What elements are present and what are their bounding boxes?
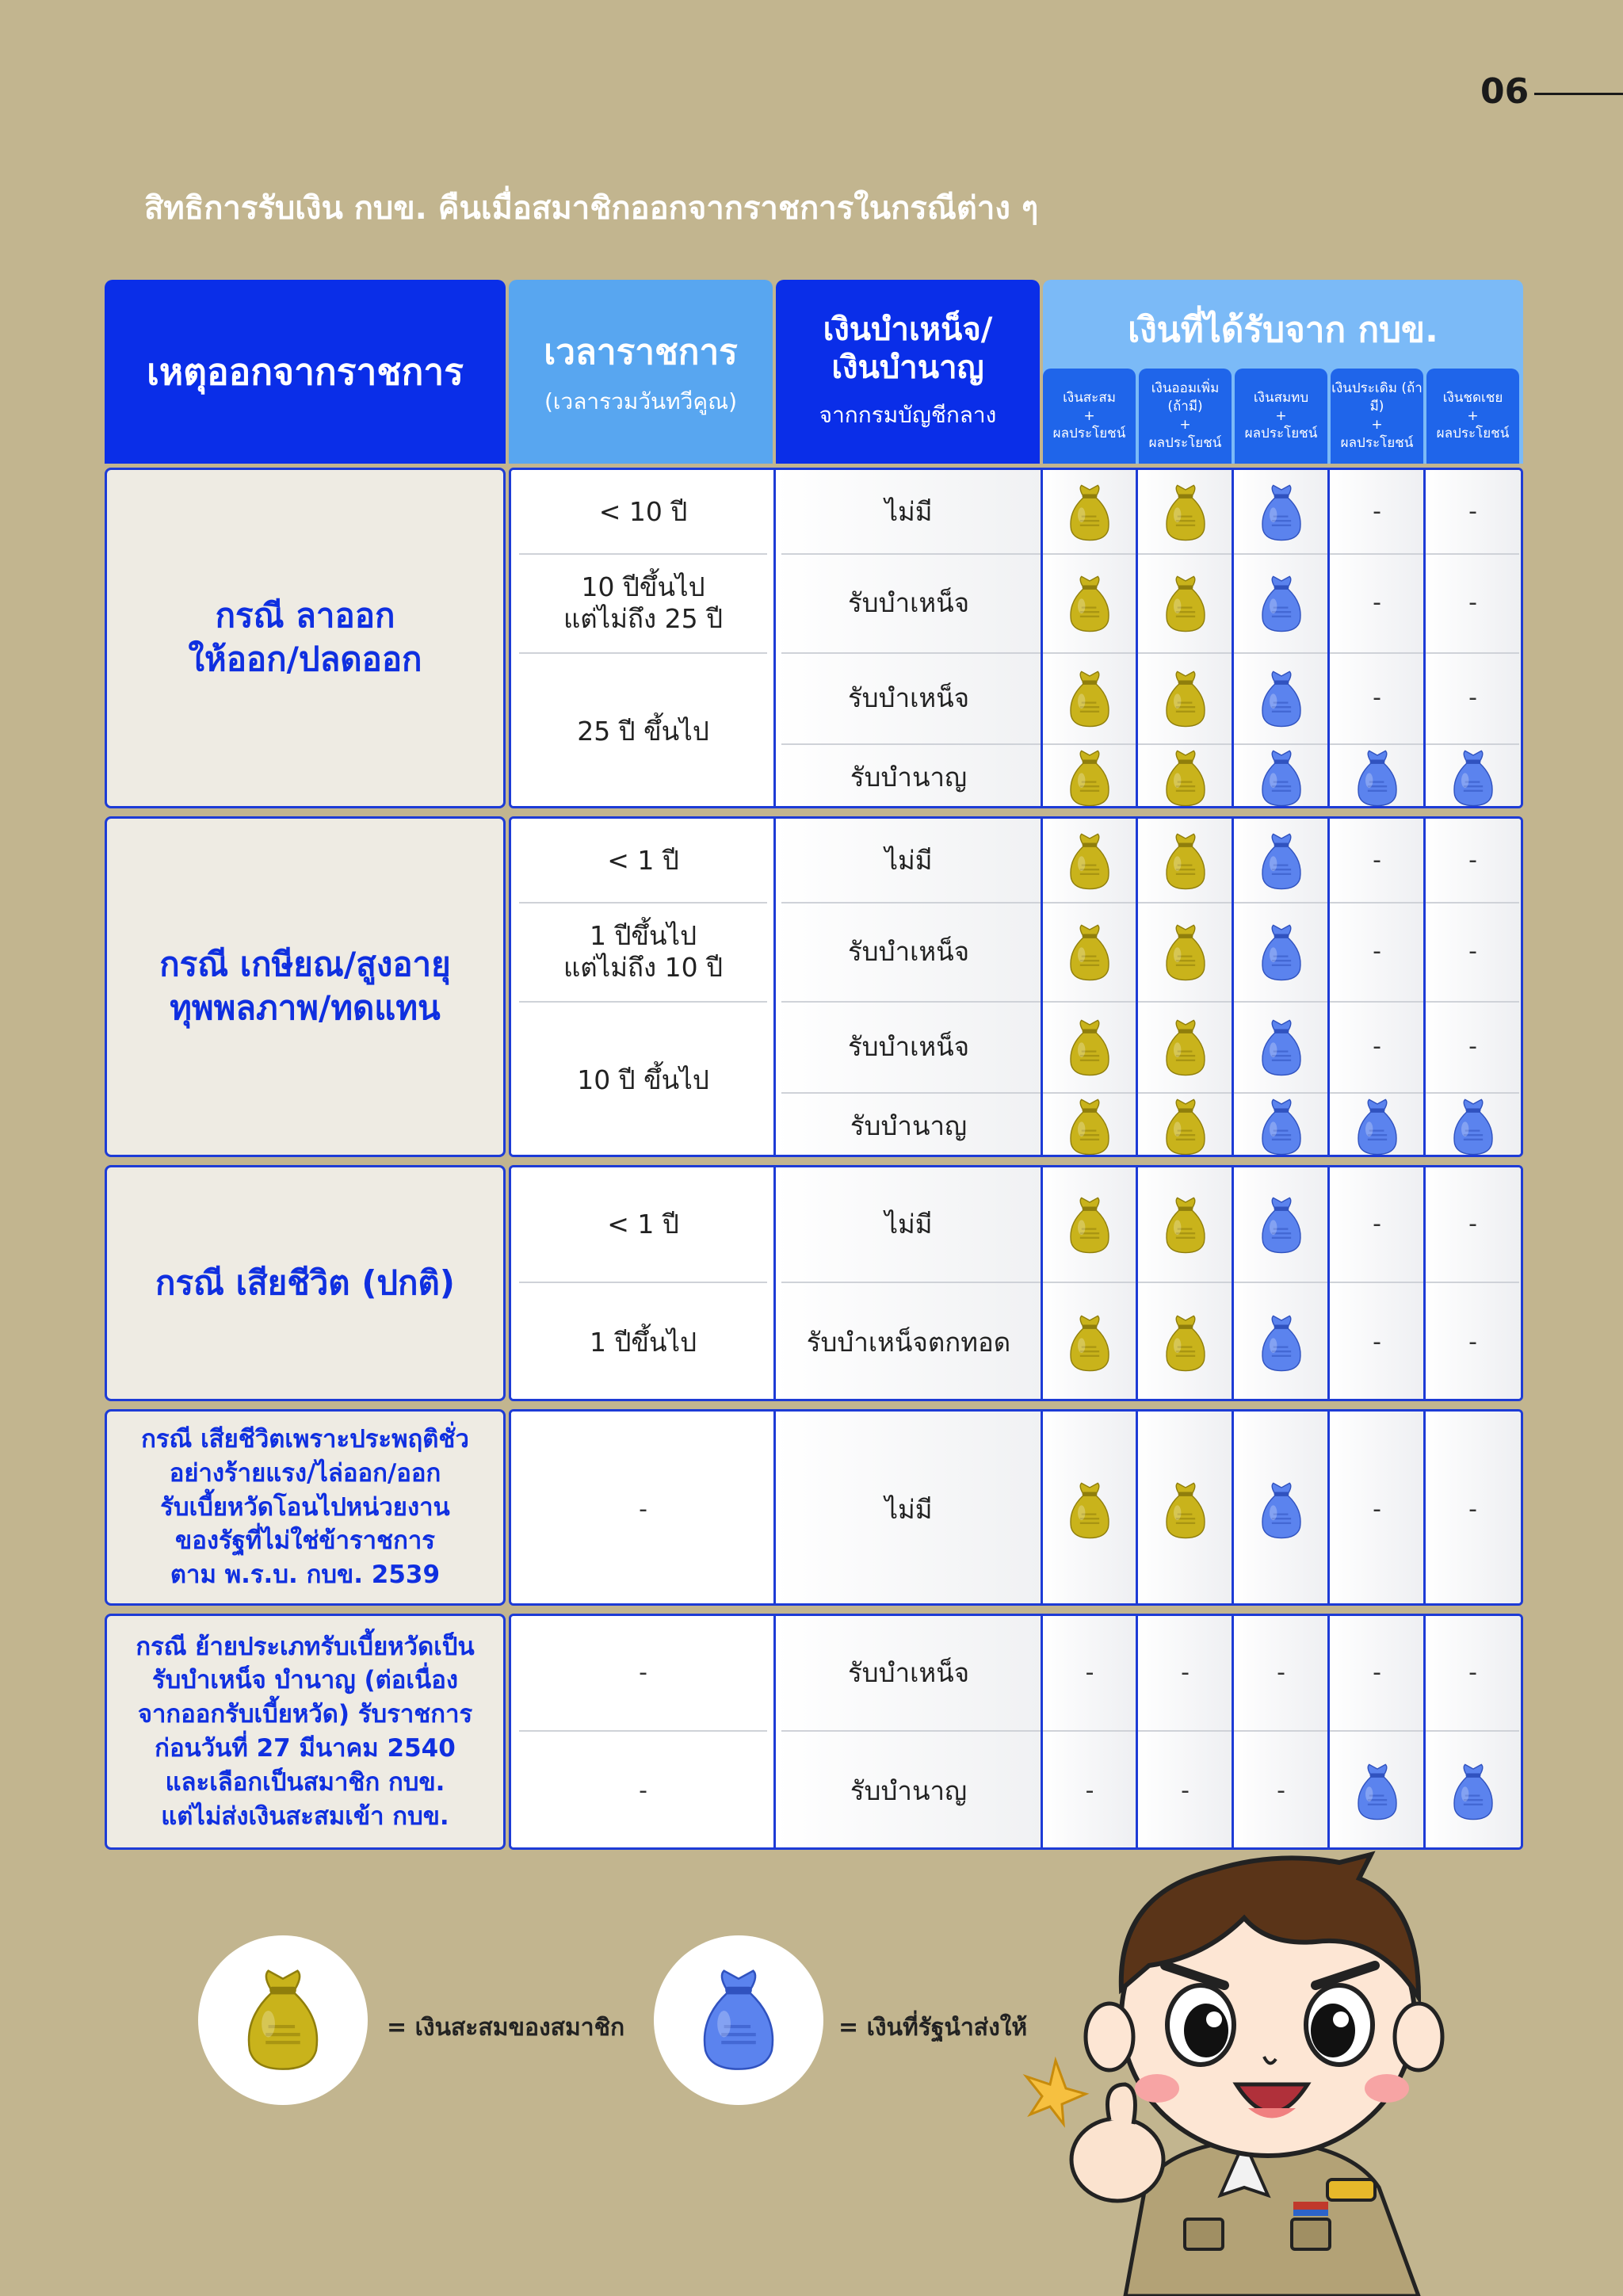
header-gpf-col-bottom: ผลประโยชน์ <box>1244 426 1318 442</box>
pension-cell: รับบำเหน็จ <box>847 1030 970 1062</box>
plus-sign: + <box>1371 417 1383 433</box>
case-reason-line: ของรัฐที่ไม่ใช่ข้าราชการ <box>175 1526 435 1556</box>
empty-dash: - <box>1373 1032 1381 1060</box>
plus-sign: + <box>1275 407 1287 424</box>
member-money-bag-icon <box>1137 1412 1233 1606</box>
header-gpf-title: เงินที่ได้รับจาก กบข. <box>1128 310 1438 350</box>
service-time-text: 25 ปี ขึ้นไป <box>577 716 709 747</box>
empty-dash: - <box>1277 1659 1285 1687</box>
header-pension-line1: เงินบำเหน็จ/ <box>823 311 993 348</box>
header-gpf-col-top: เงินสมทบ <box>1253 389 1309 406</box>
service-time-cell <box>511 553 775 652</box>
case-reason-line: กรณี ลาออก <box>215 596 395 636</box>
header-reason <box>105 280 506 464</box>
page-number-line <box>1534 93 1623 95</box>
plus-sign: + <box>1467 407 1479 424</box>
empty-dash: - <box>1468 937 1477 965</box>
state-money-bag-icon <box>1425 1092 1521 1157</box>
member-money-bag-icon <box>1137 1001 1233 1092</box>
member-money-bag-icon <box>1137 743 1233 808</box>
member-money-bag-icon <box>1042 1167 1137 1282</box>
service-time-cell <box>511 902 775 1001</box>
pension-cell: รับบำเหน็จ <box>847 682 970 713</box>
member-money-bag-icon <box>1042 1001 1137 1092</box>
case-group-1 <box>105 468 1523 808</box>
member-money-bag-icon <box>1137 553 1233 652</box>
case-data-table <box>509 468 1523 808</box>
case-reason-line: รับเบี้ยหวัดโอนไปหน่วยงาน <box>160 1492 450 1522</box>
legend-member-circle <box>198 1935 368 2105</box>
case-reason-line: ก่อนวันที่ 27 มีนาคม 2540 <box>155 1734 456 1763</box>
state-money-bag-icon <box>1425 1730 1521 1850</box>
state-money-bag-icon <box>1233 819 1329 902</box>
empty-dash: - <box>1085 1659 1094 1687</box>
pension-cell: รับบำเหน็จ <box>847 935 970 967</box>
empty-dash: - <box>1468 1210 1477 1238</box>
case-data-table <box>509 816 1523 1157</box>
header-gpf-col-top: เงินออมเพิ่ม (ถ้ามี) <box>1151 380 1220 415</box>
service-time-text: < 10 ปี <box>598 495 688 527</box>
case-reason <box>105 1409 506 1606</box>
header-service-time-sub: (เวลารวมวันทวีคูณ) <box>544 388 737 415</box>
state-money-bag-icon <box>697 1966 780 2075</box>
case-data-table <box>509 1614 1523 1850</box>
header-gpf-col-2 <box>1139 369 1232 464</box>
case-group-3 <box>105 1165 1523 1401</box>
header-gpf-col-top: เงินประเดิม (ถ้ามี) <box>1331 380 1423 415</box>
pension-cell: รับบำเหน็จตกทอด <box>806 1327 1011 1358</box>
state-money-bag-icon <box>1329 1730 1425 1850</box>
case-reason-line: ให้ออก/ปลดออก <box>188 640 422 678</box>
case-reason <box>105 816 506 1157</box>
state-money-bag-icon <box>1233 1167 1329 1282</box>
legend-state-circle <box>654 1935 823 2105</box>
header-service-time <box>509 280 773 464</box>
header-gpf-col-5 <box>1426 369 1519 464</box>
empty-dash: - <box>1373 588 1381 617</box>
case-group-2 <box>105 816 1523 1157</box>
state-money-bag-icon <box>1425 743 1521 808</box>
plus-sign: + <box>1179 417 1191 433</box>
header-gpf-col-bottom: ผลประโยชน์ <box>1436 426 1510 442</box>
service-time-cell <box>511 470 775 553</box>
service-time-text: 10 ปีขึ้นไป <box>581 571 705 602</box>
empty-dash: - <box>1373 1659 1381 1687</box>
empty-dash: - <box>1181 1659 1190 1687</box>
pension-cell: รับบำนาญ <box>850 1110 968 1141</box>
empty-dash: - <box>1373 937 1381 965</box>
member-money-bag-icon <box>242 1966 324 2075</box>
page-number: 06 <box>1480 71 1529 112</box>
member-money-bag-icon <box>1137 1282 1233 1401</box>
header-gpf-col-bottom: ผลประโยชน์ <box>1148 434 1222 451</box>
case-data-table <box>509 1165 1523 1401</box>
header-reason-label: เหตุออกจากราชการ <box>147 350 464 393</box>
empty-dash: - <box>1468 497 1477 525</box>
state-money-bag-icon <box>1233 652 1329 743</box>
empty-dash: - <box>1181 1777 1190 1805</box>
case-reason <box>105 1614 506 1850</box>
state-money-bag-icon <box>1233 902 1329 1001</box>
member-money-bag-icon <box>1042 1092 1137 1157</box>
legend-state-label: = เงินที่รัฐนำส่งให้ <box>838 2014 1028 2042</box>
case-reason-line: กรณี ย้ายประเภทรับเบี้ยหวัดเป็น <box>136 1632 475 1661</box>
service-time-cell <box>511 1616 775 1730</box>
case-group-5 <box>105 1614 1523 1850</box>
header-pension-sub: จากกรมบัญชีกลาง <box>819 402 997 428</box>
empty-dash: - <box>1373 846 1381 874</box>
header-gpf-col-1 <box>1043 369 1136 464</box>
service-time-text: < 1 ปี <box>607 844 679 876</box>
member-money-bag-icon <box>1042 1412 1137 1606</box>
case-reason-line: กรณี เกษียณ/สูงอายุ <box>159 945 451 984</box>
empty-dash: - <box>1373 497 1381 525</box>
member-money-bag-icon <box>1042 652 1137 743</box>
pension-cell: ไม่มี <box>884 1209 933 1240</box>
case-reason-line: ทุพพลภาพ/ทดแทน <box>170 988 441 1027</box>
case-reason-line: แต่ไม่ส่งเงินสะสมเข้า กบข. <box>161 1801 449 1831</box>
member-money-bag-icon <box>1137 652 1233 743</box>
empty-dash: - <box>1468 683 1477 712</box>
empty-dash: - <box>1468 1496 1477 1523</box>
case-reason-line: รับบำเหน็จ บำนาญ (ต่อเนื่อง <box>152 1666 458 1695</box>
service-time-cell <box>511 1167 775 1282</box>
case-reason-line: ตาม พ.ร.บ. กบข. 2539 <box>170 1561 441 1590</box>
pension-cell: รับบำนาญ <box>850 761 968 793</box>
pension-cell: รับบำนาญ <box>850 1775 968 1807</box>
empty-dash: - <box>1468 846 1477 874</box>
member-money-bag-icon <box>1137 1167 1233 1282</box>
member-money-bag-icon <box>1137 819 1233 902</box>
state-money-bag-icon <box>1233 470 1329 553</box>
state-money-bag-icon <box>1233 1412 1329 1606</box>
member-money-bag-icon <box>1042 819 1137 902</box>
pension-cell: รับบำเหน็จ <box>847 1657 970 1689</box>
page-title: สิทธิการรับเงิน กบข. คืนเมื่อสมาชิกออกจากราชการในกรณีต่าง ๆ <box>144 190 1039 227</box>
pension-cell: ไม่มี <box>884 495 933 527</box>
state-money-bag-icon <box>1233 553 1329 652</box>
member-money-bag-icon <box>1042 470 1137 553</box>
header-pension <box>776 280 1040 464</box>
service-time-text: - <box>639 1659 647 1687</box>
header-service-time-label: เวลาราชการ <box>544 332 738 372</box>
header-gpf-col-top: เงินสะสม <box>1063 389 1116 406</box>
empty-dash: - <box>1468 1032 1477 1060</box>
empty-dash: - <box>1277 1777 1285 1805</box>
case-reason-line: จากออกรับเบี้ยหวัด) รับราชการ <box>137 1700 473 1729</box>
service-time-text: 1 ปีขึ้นไป <box>589 1327 697 1358</box>
case-reason-line: กรณี เสียชีวิตเพราะประพฤติชั่ว <box>141 1425 469 1454</box>
case-reason-line: และเลือกเป็นสมาชิก กบข. <box>165 1767 445 1797</box>
header-gpf-col-bottom: ผลประโยชน์ <box>1052 426 1126 442</box>
service-time-text: 10 ปี ขึ้นไป <box>577 1064 709 1096</box>
state-money-bag-icon <box>1233 1282 1329 1401</box>
member-money-bag-icon <box>1042 553 1137 652</box>
empty-dash: - <box>1373 1496 1381 1523</box>
member-money-bag-icon <box>1042 743 1137 808</box>
service-time-cell <box>511 652 775 808</box>
pension-cell: ไม่มี <box>884 1494 933 1526</box>
header-pension-line2: เงินบำนาญ <box>831 350 984 386</box>
service-time-text: - <box>639 1496 647 1523</box>
service-time-cell <box>511 1730 775 1850</box>
header-gpf-col-4 <box>1331 369 1423 464</box>
state-money-bag-icon <box>1233 1001 1329 1092</box>
member-money-bag-icon <box>1137 1092 1233 1157</box>
state-money-bag-icon <box>1329 1092 1425 1157</box>
state-money-bag-icon <box>1233 743 1329 808</box>
empty-dash: - <box>1468 1328 1477 1356</box>
member-money-bag-icon <box>1137 470 1233 553</box>
plus-sign: + <box>1083 407 1095 424</box>
state-money-bag-icon <box>1233 1092 1329 1157</box>
member-money-bag-icon <box>1042 1282 1137 1401</box>
pension-cell: ไม่มี <box>884 844 933 876</box>
empty-dash: - <box>1468 1659 1477 1687</box>
service-time-text: แต่ไม่ถึง 10 ปี <box>563 951 724 983</box>
service-time-cell <box>511 1282 775 1401</box>
case-data-table <box>509 1409 1523 1606</box>
case-reason-line: อย่างร้ายแรง/ไล่ออก/ออก <box>169 1458 441 1488</box>
header-gpf-col-bottom: ผลประโยชน์ <box>1340 434 1414 451</box>
empty-dash: - <box>1373 683 1381 712</box>
header-gpf-col-top: เงินชดเชย <box>1442 389 1503 406</box>
state-money-bag-icon <box>1329 743 1425 808</box>
case-group-4 <box>105 1409 1523 1606</box>
empty-dash: - <box>1085 1777 1094 1805</box>
service-time-text: < 1 ปี <box>607 1209 679 1240</box>
empty-dash: - <box>1468 588 1477 617</box>
header-gpf-col-3 <box>1235 369 1327 464</box>
legend-member-label: = เงินสะสมของสมาชิก <box>387 2014 625 2042</box>
service-time-cell <box>511 1412 775 1606</box>
case-reason <box>105 1165 506 1401</box>
case-reason <box>105 468 506 808</box>
service-time-text: 1 ปีขึ้นไป <box>589 919 697 951</box>
member-money-bag-icon <box>1042 902 1137 1001</box>
case-reason-line: กรณี เสียชีวิต (ปกติ) <box>155 1263 455 1302</box>
empty-dash: - <box>1373 1328 1381 1356</box>
empty-dash: - <box>1373 1210 1381 1238</box>
pension-cell: รับบำเหน็จ <box>847 586 970 618</box>
member-money-bag-icon <box>1137 902 1233 1001</box>
service-time-cell <box>511 1001 775 1157</box>
service-time-cell <box>511 819 775 902</box>
service-time-text: แต่ไม่ถึง 25 ปี <box>563 602 724 634</box>
civil-servant-mascot-illustration <box>1006 1847 1498 2296</box>
service-time-text: - <box>639 1777 647 1805</box>
